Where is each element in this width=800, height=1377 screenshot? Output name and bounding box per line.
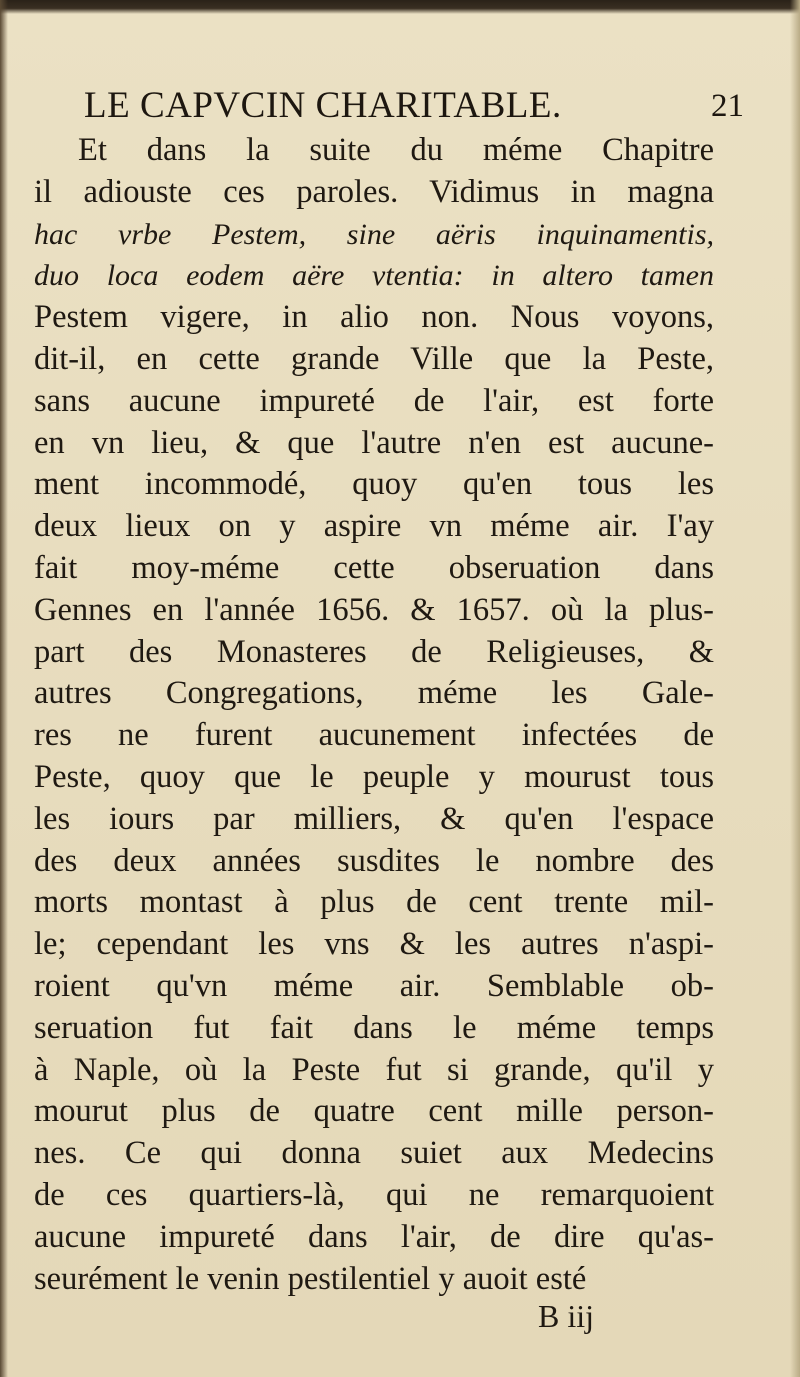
text-line: res ne furent aucunement infectées de [34,717,714,754]
text-line: les iours par milliers, & qu'en l'espace [34,800,714,837]
page-right-edge-shadow [790,0,800,1377]
text-line-latin-quote: duo loca eodem aëre vtentia: in altero tamen [34,259,714,293]
text-line: aucune impureté dans l'air, de dire qu'as- [34,1218,714,1255]
text-line: autres Congregations, méme les Gale- [34,675,714,712]
text-line: à Naple, où la Peste fut si grande, qu'il y [34,1051,714,1088]
running-head [84,84,744,128]
body-text [34,130,714,1300]
running-title: LE CAPVCIN CHARITABLE. [84,85,562,126]
text-line: Et dans la suite du méme Chapitre [78,132,714,168]
text-line: seurément le venin pestilentiel y auoit esté [34,1260,587,1297]
text-line: seruation fut fait dans le méme temps [34,1009,714,1046]
text-line: Gennes en l'année 1656. & 1657. où la plus- [34,591,714,628]
text-line: mourut plus de quatre cent mille person- [34,1093,714,1130]
text-line: part des Monasteres de Religieuses, & [34,633,714,670]
page-number: 21 [711,88,744,124]
signature-mark: B iij [538,1298,595,1334]
text-line: nes. Ce qui donna suiet aux Medecins [34,1135,714,1172]
text-line: des deux années susdites le nombre des [34,842,714,879]
page-top-edge-shadow [0,0,800,14]
text-line: de ces quartiers-là, qui ne remarquoient [34,1176,714,1213]
text-line: roient qu'vn méme air. Semblable ob- [34,967,714,1004]
page-left-edge-shadow [0,0,8,1377]
text-line: fait moy-méme cette obseruation dans [34,549,714,586]
text-line: morts montast à plus de cent trente mil- [34,884,714,921]
text-line: le; cependant les vns & les autres n'aspi- [34,926,714,963]
text-line: Peste, quoy que le peuple y mourust tous [34,758,714,795]
text-line: en vn lieu, & que l'autre n'en est aucune- [34,424,714,461]
text-line: deux lieux on y aspire vn méme air. I'ay [34,508,714,545]
text-line-latin-quote: hac vrbe Pestem, sine aëris inquinamentis, [34,217,714,251]
text-line: Pestem vigere, in alio non. Nous voyons, [34,299,714,336]
text-line: sans aucune impureté de l'air, est forte [34,382,714,419]
text-line: dit-il, en cette grande Ville que la Peste, [34,340,714,377]
text-line: ment incommodé, quoy qu'en tous les [34,466,714,503]
text-line: il adiouste ces paroles. Vidimus in magna [34,173,714,210]
